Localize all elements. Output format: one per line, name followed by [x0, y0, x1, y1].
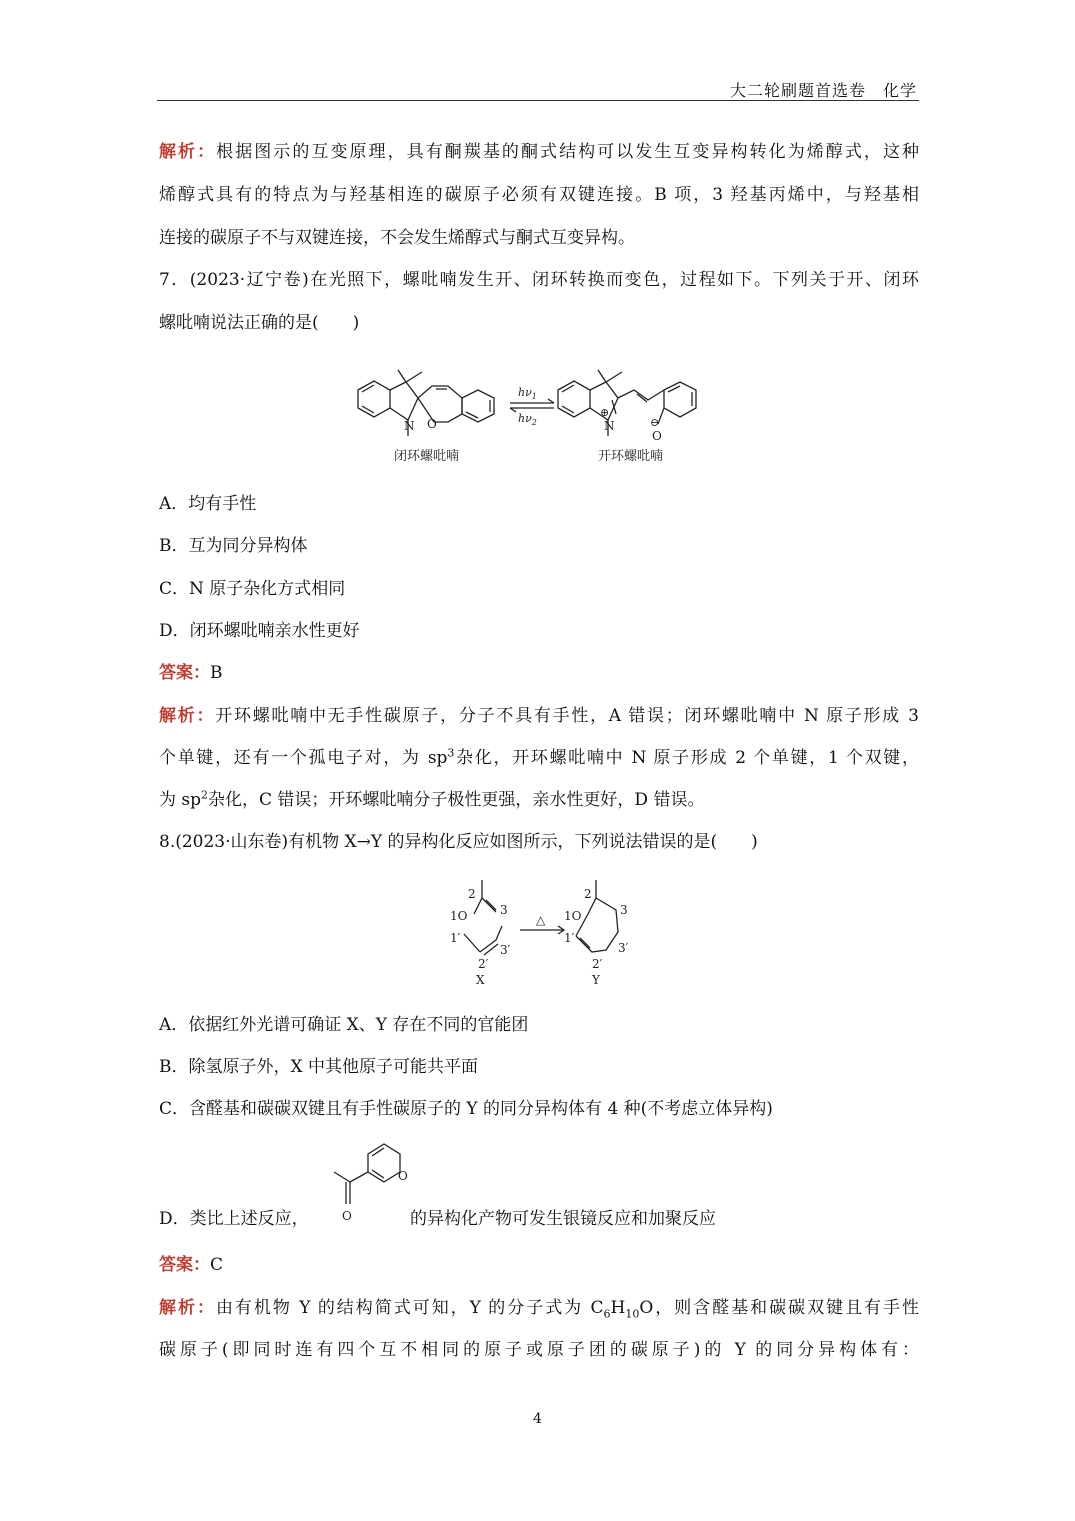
- option-d-suffix: 的异构化产物可发生银镜反应和加聚反应: [410, 1209, 716, 1229]
- analysis-line: 烯醇式具有的特点为与羟基相连的碳原子必须有双键连接。B 项，3 羟基丙烯中，与羟基相: [159, 185, 919, 205]
- answer-label: 答案：: [159, 663, 210, 683]
- answer-value: C: [210, 1255, 224, 1275]
- hv1-label: $h\nu_1$: [518, 386, 537, 401]
- option-d-structure: [318, 1138, 418, 1230]
- atom-number: 1O: [450, 909, 468, 923]
- analysis-line: [159, 704, 919, 728]
- analysis-text: H: [610, 1298, 626, 1318]
- page-header: [157, 78, 919, 101]
- hv2-label: $h\nu_2$: [518, 412, 537, 427]
- analysis-line: [159, 1296, 919, 1320]
- option-d-prefix: D．类比上述反应，: [159, 1209, 309, 1229]
- analysis-line: [159, 140, 919, 164]
- analysis-label: 解析：: [159, 706, 216, 726]
- analysis-label: 解析：: [159, 142, 217, 162]
- atom-number: 1′: [450, 931, 461, 945]
- negative-charge: ⊖: [650, 416, 660, 429]
- atom-number: 2: [468, 887, 476, 901]
- atom-number: 2: [584, 887, 592, 901]
- analysis-line: 连接的碳原子不与双键连接，不会发生烯醇式与酮式互变异构。: [159, 228, 635, 248]
- atom-number: 1′: [564, 931, 575, 945]
- x-label: X: [476, 973, 485, 987]
- analysis-text: 杂化，C 错误；开环螺吡喃分子极性更强，亲水性更好，D 错误。: [208, 790, 705, 810]
- option-a: A．依据红外光谱可确证 X、Y 存在不同的官能团: [159, 1015, 529, 1035]
- atom-number: 2′: [478, 957, 489, 971]
- ketone-oxygen: O: [342, 1209, 352, 1223]
- analysis-text: 根据图示的互变原理，具有酮羰基的酮式结构可以发生互变异构转化为烯醇式，这种: [216, 142, 919, 162]
- analysis-text: 杂化，开环螺吡喃中 N 原子形成 2 个单键，1 个双键，: [454, 748, 919, 768]
- answer-line: [159, 1253, 919, 1277]
- answer-label: 答案：: [159, 1255, 210, 1275]
- subscript: 10: [625, 1307, 640, 1320]
- option-b: B．除氢原子外，X 中其他原子可能共平面: [159, 1057, 478, 1077]
- question-7-stem: 7．(2023·辽宁卷)在光照下，螺吡喃发生开、闭环转换而变色，过程如下。下列关于开、闭环: [159, 270, 919, 290]
- question-8-stem: 8.(2023·山东卷)有机物 X→Y 的异构化反应如图所示，下列说法错误的是( ): [159, 832, 758, 852]
- atom-number: 3′: [500, 943, 511, 957]
- oxygen-label: O: [652, 429, 662, 443]
- header-title: 大二轮刷题首选卷 化学: [729, 81, 917, 100]
- nitrogen-label: N: [604, 419, 615, 433]
- analysis-text: 由有机物 Y 的结构简式可知，Y 的分子式为 C: [215, 1298, 604, 1318]
- y-label: Y: [592, 973, 600, 987]
- atom-number: 3: [620, 903, 628, 917]
- positive-charge: ⊕: [600, 406, 610, 419]
- superscript: 2: [201, 788, 209, 802]
- oxygen-label: O: [427, 417, 437, 431]
- option-c: C．N 原子杂化方式相同: [159, 579, 346, 599]
- analysis-text: 为 sp: [159, 790, 202, 810]
- analysis-line: [159, 746, 919, 770]
- option-a: A．均有手性: [159, 494, 257, 514]
- atom-number: 2′: [592, 957, 603, 971]
- option-b: B．互为同分异构体: [159, 536, 308, 556]
- question-7-stem: 螺吡喃说法正确的是( ): [159, 313, 360, 333]
- option-d: D．闭环螺吡喃亲水性更好: [159, 621, 360, 641]
- analysis-label: 解析：: [159, 1298, 216, 1318]
- analysis-text: 个单键，还有一个孤电子对，为 sp: [159, 748, 448, 768]
- atom-number: 3: [500, 903, 508, 917]
- closed-form-label: 闭环螺吡喃: [394, 449, 460, 464]
- isomerization-figure: [440, 872, 660, 990]
- analysis-line: 碳原子(即同时连有四个互不相同的原子或原子团的碳原子)的 Y 的同分异构体有：: [159, 1340, 919, 1360]
- analysis-text: 开环螺吡喃中无手性碳原子，分子不具有手性，A 错误；闭环螺吡喃中 N 原子形成 3: [215, 706, 919, 726]
- subscript: 6: [603, 1307, 611, 1320]
- option-c: C．含醛基和碳碳双键且有手性碳原子的 Y 的同分异构体有 4 种(不考虑立体异构): [159, 1099, 773, 1119]
- open-form-label: 开环螺吡喃: [598, 449, 664, 464]
- answer-line: [159, 661, 919, 685]
- superscript: 3: [447, 746, 455, 760]
- atom-number: 1O: [564, 909, 582, 923]
- answer-value: B: [210, 663, 223, 683]
- atom-number: 3′: [618, 941, 629, 955]
- spiropyran-figure: [350, 362, 730, 470]
- ring-oxygen: O: [398, 1169, 408, 1183]
- nitrogen-label: N: [404, 419, 415, 433]
- heat-symbol: △: [536, 913, 546, 927]
- analysis-line: [159, 788, 919, 812]
- page-number: 4: [533, 1411, 542, 1427]
- analysis-text: O，则含醛基和碳碳双键且有手性: [639, 1298, 919, 1318]
